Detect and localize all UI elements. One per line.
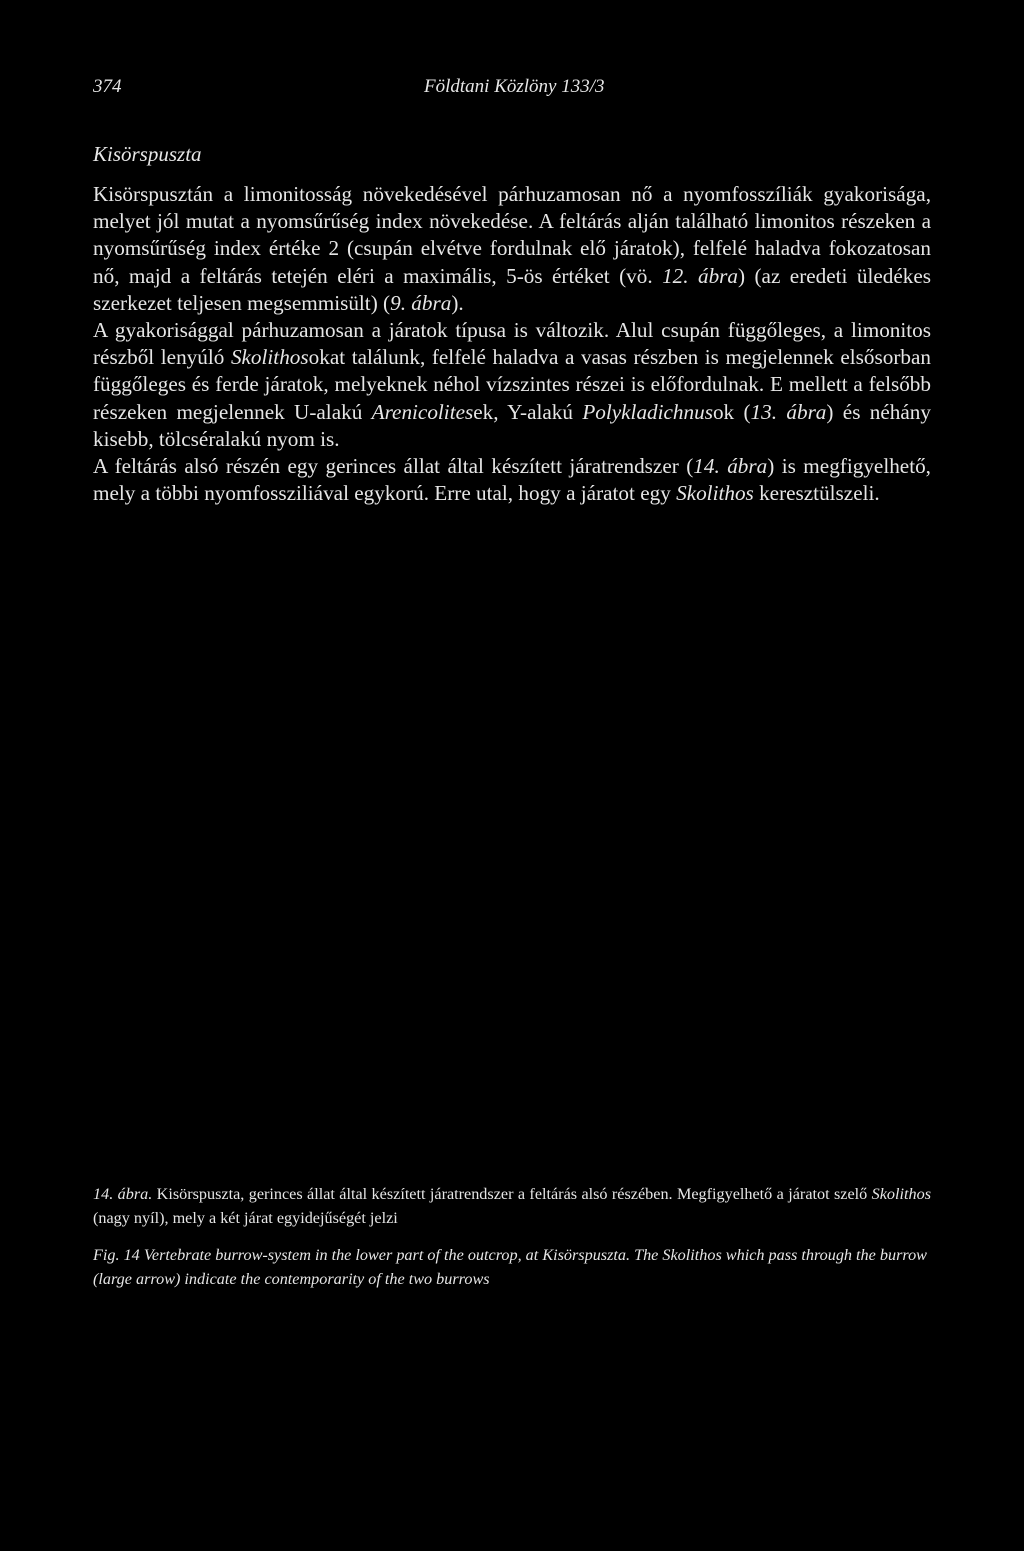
paragraph-2 <box>93 317 931 453</box>
taxon-name: Polykladichnus <box>582 399 713 424</box>
figure-reference: 9. ábra <box>390 290 452 315</box>
text-run: ek, Y-alakú <box>473 399 583 424</box>
body-text <box>93 181 931 507</box>
figure-caption-english <box>93 1243 931 1291</box>
text-run: ) (az eredeti üledékes szerkezet teljesen megsemmisült) ( <box>93 263 931 315</box>
text-run: ). <box>451 290 464 315</box>
section-title: Kisörspuszta <box>93 142 202 166</box>
caption-label: Fig. 14 <box>93 1246 140 1264</box>
text-run: okat találunk, felfelé haladva a vasas részben is megjelennek elsősorban függőleges és ferde járatok, melyeknek néhol vízszintes részei is előfordulnak. E mellett a felsőbb részeken megjelennek U-alakú <box>93 345 931 424</box>
figure-image <box>93 612 931 1167</box>
taxon-name: Skolithos <box>871 1185 931 1203</box>
taxon-name: Arenicolites <box>371 399 474 424</box>
journal-title: Földtani Közlöny 133/3 <box>424 76 605 97</box>
text-run: A feltárás alsó részén egy gerinces állat által készített járatrendszer ( <box>93 454 694 479</box>
figure-caption-hungarian <box>93 1182 931 1230</box>
taxon-name: Skolithos <box>676 481 754 506</box>
text-run: ) és néhány kisebb, tölcséralakú nyom is. <box>93 399 931 451</box>
running-head <box>93 76 931 104</box>
caption-text: Vertebrate burrow-system in the lower part of the outcrop, at Kisörspuszta. The Skolithos which pass through the burrow (large arrow) indicate the contemporarity of the two burrows <box>93 1246 927 1288</box>
page-number: 374 <box>93 76 122 97</box>
paragraph-1 <box>93 181 931 317</box>
taxon-name: Skolithos <box>230 345 309 370</box>
figure-reference: 14. ábra <box>693 454 768 479</box>
text-run: ok ( <box>712 399 751 424</box>
paragraph-3 <box>93 453 931 507</box>
caption-label: 14. ábra. <box>93 1185 153 1203</box>
figure-reference: 13. ábra <box>750 399 827 424</box>
text-run: Kisörspusztán a limonitosság növekedésével párhuzamosan nő a nyomfosszíliák gyakorisága, melyet jól mutat a nyomsűrűség index növekedése. A feltárás alján található limonitos részeken a nyomsűrűség index értéke 2 (csupán elvétve fordulnak elő járatok), felfelé haladva fokozatosan nő, majd a feltárás tetején eléri a maximális, 5-ös értéket (vö. <box>93 182 931 288</box>
text-run: keresztülszeli. <box>753 481 880 506</box>
text-run: A gyakorisággal párhuzamosan a járatok típusa is változik. Alul csupán függőleges, a limonitos részből lenyúló <box>93 318 931 370</box>
text-run: ) is megfigyelhető, mely a többi nyomfossziliával egykorú. Erre utal, hogy a járatot egy <box>93 454 931 506</box>
caption-text: Kisörspuszta, gerinces állat által készített járatrendszer a feltárás alsó részében. Megfigyelhető a járatot szelő <box>152 1185 872 1203</box>
caption-text: (nagy nyíl), mely a két járat egyidejűségét jelzi <box>93 1209 398 1227</box>
figure-reference: 12. ábra <box>662 263 739 288</box>
